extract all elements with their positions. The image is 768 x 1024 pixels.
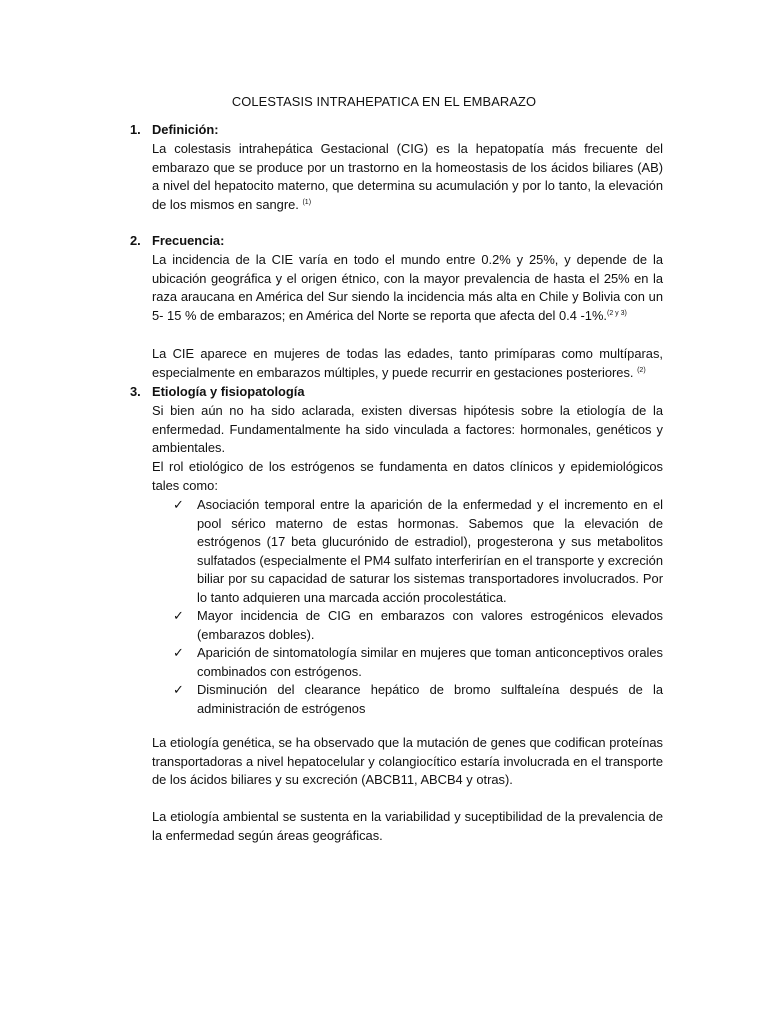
list-item bbox=[173, 607, 663, 644]
paragraph: Si bien aún no ha sido aclarada, existen diversas hipótesis sobre la etiología de la enfermedad. Fundamentalmente ha sido vinculada a factores: hormonales, genéticos y ambientales. bbox=[152, 403, 663, 455]
list-item bbox=[173, 681, 663, 718]
checkmark-icon: ✓ bbox=[173, 682, 184, 697]
list-item bbox=[173, 644, 663, 681]
checkmark-icon: ✓ bbox=[173, 608, 184, 623]
paragraph: La etiología ambiental se sustenta en la variabilidad y suceptibilidad de la prevalencia de la enfermedad según áreas geográficas. bbox=[152, 809, 663, 843]
paragraph: El rol etiológico de los estrógenos se fundamenta en datos clínicos y epidemiológicos tales como: bbox=[152, 459, 663, 493]
paragraph-text: La CIE aparece en mujeres de todas las edades, tanto primíparas como multíparas, especialmente en embarazos múltiples, y puede recurrir en gestaciones posteriores. bbox=[152, 346, 663, 380]
section-number: 3. bbox=[130, 384, 141, 399]
reference-superscript: (1) bbox=[302, 198, 312, 206]
list-item-text: Disminución del clearance hepático de bromo sulftaleína después de la administración de estrógenos bbox=[197, 682, 663, 716]
paragraph: La etiología genética, se ha observado que la mutación de genes que codifican proteínas transportadoras a nivel hepatocelular y colangiocítico estaría involucrada en el transporte de los ácidos biliares y su excreción (ABCB11, ABCB4 y otras). bbox=[152, 735, 663, 787]
section-heading: Etiología y fisiopatología bbox=[152, 384, 305, 399]
paragraph bbox=[152, 140, 663, 214]
reference-superscript: (2 y 3) bbox=[607, 309, 627, 317]
document-title: COLESTASIS INTRAHEPATICA EN EL EMBARAZO bbox=[231, 94, 537, 109]
checkmark-icon: ✓ bbox=[173, 497, 184, 512]
list-item-text: Mayor incidencia de CIG en embarazos con valores estrogénicos elevados (embarazos dobles). bbox=[197, 608, 663, 642]
section-number: 2. bbox=[130, 233, 141, 248]
paragraph-text: La colestasis intrahepática Gestacional (CIG) es la hepatopatía más frecuente del embarazo que se produce por un trastorno en la homeostasis de los ácidos biliares (AB) a nivel del hepatocito materno, que determina su acumulación y por lo tanto, la elevación de los mismos en sangre. bbox=[152, 141, 663, 212]
list-item-text: Asociación temporal entre la aparición de la enfermedad y el incremento en el pool sérico materno de estas hormonas. Sabemos que la elevación de estrógenos (17 beta glucurónido de estradiol), progesterona y sus metabolitos sulfatados (especialmente el PM4 sulfato interferirían en el transporte y excreción biliar por su capacidad de saturar los sistemas transportadores involucrados. Por lo tanto adquieren una marcada acción procolestática. bbox=[197, 497, 663, 605]
list-item bbox=[173, 496, 663, 607]
paragraph-text: La incidencia de la CIE varía en todo el mundo entre 0.2% y 25%, y depende de la ubicación geográfica y el origen étnico, con la mayor prevalencia de hasta el 25% en la raza araucana en América del Sur siendo la incidencia más alta en Chile y Bolivia con un 5- 15 % de embarazos; en América del Norte se reporta que afecta del 0.4 -1%. bbox=[152, 252, 663, 323]
checklist bbox=[173, 496, 663, 718]
reference-superscript: (2) bbox=[637, 366, 646, 374]
section-heading: Frecuencia: bbox=[152, 233, 225, 248]
section-heading: Definición: bbox=[152, 122, 219, 137]
paragraph bbox=[152, 345, 663, 382]
list-item-text: Aparición de sintomatología similar en mujeres que toman anticonceptivos orales combinados con estrógenos. bbox=[197, 645, 663, 679]
checkmark-icon: ✓ bbox=[173, 645, 184, 660]
paragraph bbox=[152, 251, 663, 325]
section-number: 1. bbox=[130, 122, 141, 137]
